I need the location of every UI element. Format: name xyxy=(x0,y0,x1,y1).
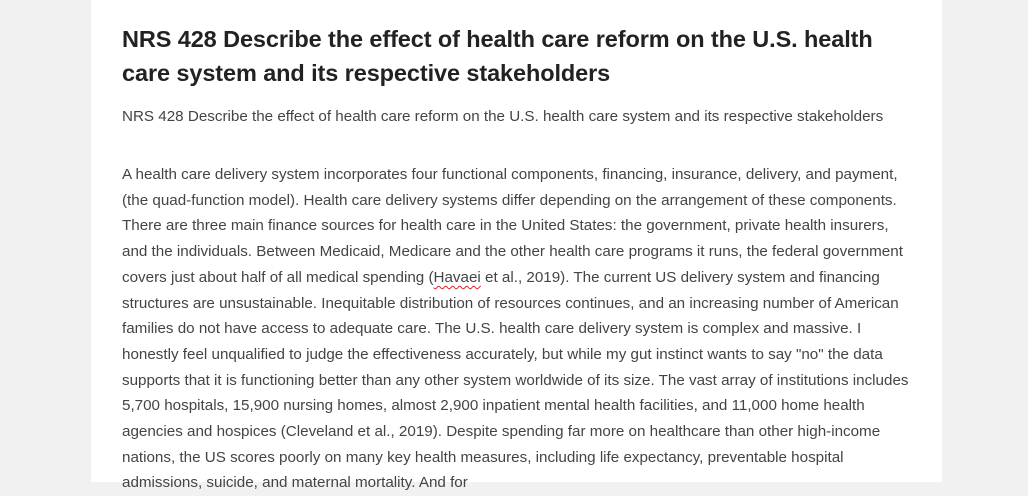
page-title: NRS 428 Describe the effect of health care reform on the U.S. health care system and its respective stakeholders xyxy=(122,26,873,86)
article-content xyxy=(122,22,917,496)
article-page xyxy=(91,0,942,492)
spellcheck-flagged-word[interactable]: Havaei xyxy=(433,268,481,286)
article-paragraph xyxy=(122,162,917,496)
paragraph-text-start: A health care delivery system incorporates four functional components, financing, insurance, delivery, and payment, (the quad-function model). Health care delivery systems differ depending on the arrangement of these components. There are three main finance sources for health care in the United States: the government, private health insurers, and the individuals. Between Medicaid, Medicare and the other health care programs it runs, the federal government covers just about half of all medical spending ( xyxy=(122,166,903,286)
paragraph-text-end: et al., 2019). The current US delivery system and financing structures are unsustainable. Inequitable distribution of resources continues, and an increasing number of American families do not have access to adequate care. The U.S. health care delivery system is complex and massive. I honestly feel unqualified to judge the effectiveness accurately, but while my gut instinct wants to say "no" the data supports that it is functioning better than any other system worldwide of its size. The vast array of institutions includes 5,700 hospitals, 15,900 nursing homes, almost 2,900 inpatient mental health facilities, and 11,000 home health agencies and hospices (Cleveland et al., 2019). Despite spending far more on healthcare than other high-income nations, the US scores poorly on many key health measures, including life expectancy, preventable hospital admissions, suicide, and maternal mortality. And for xyxy=(122,268,909,492)
article-subtitle: NRS 428 Describe the effect of health care reform on the U.S. health care system and its respective stakeholders xyxy=(122,108,884,125)
